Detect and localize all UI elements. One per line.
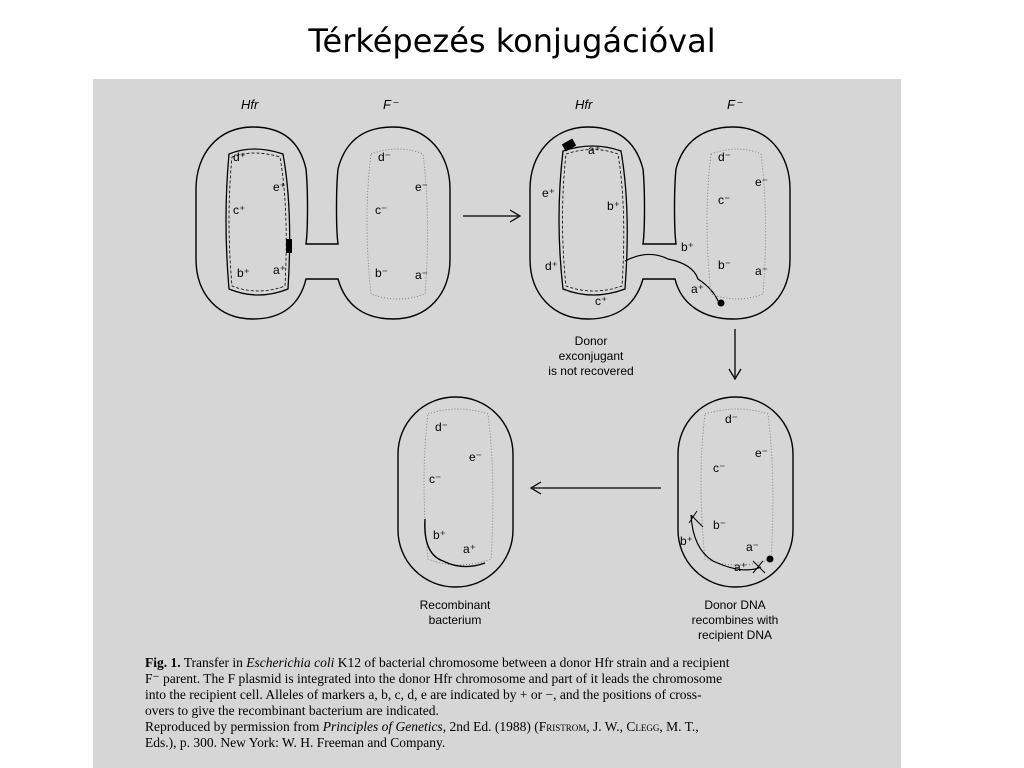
tl-f-allele: a⁻ bbox=[415, 268, 429, 282]
tl-hfr-allele: a⁺ bbox=[273, 263, 287, 277]
tr-hfr-allele: b⁺ bbox=[607, 199, 621, 213]
caption-line-5 bbox=[145, 719, 865, 735]
caption-text: Reproduced by permission from bbox=[145, 719, 323, 734]
book-title: Principles of Genetics bbox=[322, 719, 443, 734]
br-allele: b⁺ bbox=[680, 534, 694, 548]
bl-allele: e⁻ bbox=[469, 450, 483, 464]
tl-hfr-allele: e⁺ bbox=[273, 180, 287, 194]
species-name: Escherichia coli bbox=[246, 655, 335, 670]
tr-transfer-allele: b⁺ bbox=[681, 240, 695, 254]
br-allele: a⁺ bbox=[734, 560, 748, 574]
br-allele: a⁻ bbox=[746, 540, 760, 554]
tl-hfr-allele: d⁺ bbox=[233, 150, 247, 164]
br-allele: e⁻ bbox=[755, 446, 769, 460]
tr-f-allele: b⁻ bbox=[718, 258, 732, 272]
tl-hfr-allele: c⁺ bbox=[233, 203, 246, 217]
bottom-right-recipient-chromosome bbox=[701, 409, 773, 565]
top-right-f-label: F⁻ bbox=[727, 97, 742, 112]
caption-text: , M. T., bbox=[659, 719, 699, 734]
caption-line-4: overs to give the recombinant bacterium are indicated. bbox=[145, 703, 439, 718]
br-allele: c⁻ bbox=[713, 461, 726, 475]
top-right-hfr-label: Hfr bbox=[575, 97, 593, 112]
top-right-mating-pair bbox=[530, 97, 790, 378]
arrow-down bbox=[729, 329, 741, 379]
tr-f-allele: e⁻ bbox=[755, 175, 769, 189]
tl-hfr-allele: b⁺ bbox=[237, 266, 251, 280]
author-name: Clegg bbox=[626, 719, 660, 734]
tr-note-line: Donor bbox=[574, 334, 608, 348]
caption-line-2: F⁻ parent. The F plasmid is integrated into the donor Hfr chromosome and part of it leads the chromosome bbox=[145, 671, 723, 686]
figure-panel bbox=[93, 79, 901, 768]
tl-f-allele: e⁻ bbox=[415, 180, 429, 194]
top-left-f-plasmid-marker bbox=[286, 239, 292, 253]
top-left-f-label: F⁻ bbox=[383, 97, 398, 112]
bl-allele: b⁺ bbox=[433, 528, 447, 542]
tr-note-line: exconjugant bbox=[558, 349, 624, 363]
br-note-line: recipient DNA bbox=[697, 628, 773, 642]
bottom-left-cell-outline bbox=[398, 397, 513, 587]
tr-note-line: is not recovered bbox=[548, 364, 634, 378]
bl-allele: c⁻ bbox=[429, 472, 442, 486]
br-allele: d⁻ bbox=[725, 412, 739, 426]
br-note-line: recombines with bbox=[691, 613, 779, 627]
top-right-hfr-chromosome bbox=[559, 146, 627, 295]
tr-transfer-allele: a⁺ bbox=[691, 282, 705, 296]
tr-hfr-allele: e⁺ bbox=[542, 186, 556, 200]
br-allele: b⁻ bbox=[713, 518, 727, 532]
slide-title: Térképezés konjugációval bbox=[308, 22, 716, 60]
arrow-right bbox=[463, 210, 520, 222]
tr-hfr-allele: c⁺ bbox=[595, 294, 608, 308]
fig-label: Fig. 1. bbox=[145, 655, 181, 670]
transferring-dna-strand bbox=[625, 254, 718, 301]
top-right-cell-outline bbox=[530, 127, 790, 319]
caption-line-3: into the recipient cell. Alleles of markers a, b, c, d, e are indicated by + or −, and the positions of cross- bbox=[145, 687, 702, 702]
caption-text: , J. W., bbox=[586, 719, 627, 734]
tl-f-allele: c⁻ bbox=[375, 203, 388, 217]
author-name: Fristrom bbox=[538, 719, 587, 734]
tr-hfr-allele: d⁺ bbox=[545, 259, 559, 273]
br-note-line: Donor DNA bbox=[704, 598, 766, 612]
caption-line-1 bbox=[145, 655, 865, 671]
bottom-right-cell bbox=[678, 397, 793, 642]
bl-allele: a⁺ bbox=[463, 542, 477, 556]
caption-text: Transfer in bbox=[183, 655, 247, 670]
tl-f-allele: d⁻ bbox=[378, 150, 392, 164]
tr-hfr-allele: a⁺ bbox=[588, 143, 602, 157]
tr-f-allele: d⁻ bbox=[718, 150, 732, 164]
bl-allele: d⁻ bbox=[435, 420, 449, 434]
caption-text: , 2nd Ed. (1988) ( bbox=[442, 719, 539, 734]
figure-caption bbox=[145, 655, 865, 751]
top-left-mating-pair bbox=[196, 97, 450, 319]
tr-f-allele: c⁻ bbox=[718, 193, 731, 207]
caption-text: K12 of bacterial chromosome between a donor Hfr strain and a recipient bbox=[334, 655, 730, 670]
tl-f-allele: b⁻ bbox=[375, 266, 389, 280]
bottom-left-cell bbox=[398, 397, 513, 627]
tr-f-allele: a⁻ bbox=[755, 264, 769, 278]
caption-line-6: Eds.), p. 300. New York: W. H. Freeman and Company. bbox=[145, 735, 446, 750]
bl-note-line: bacterium bbox=[428, 613, 482, 627]
bl-note-line: Recombinant bbox=[419, 598, 491, 612]
arrow-left bbox=[531, 482, 661, 494]
top-left-hfr-label: Hfr bbox=[241, 97, 259, 112]
